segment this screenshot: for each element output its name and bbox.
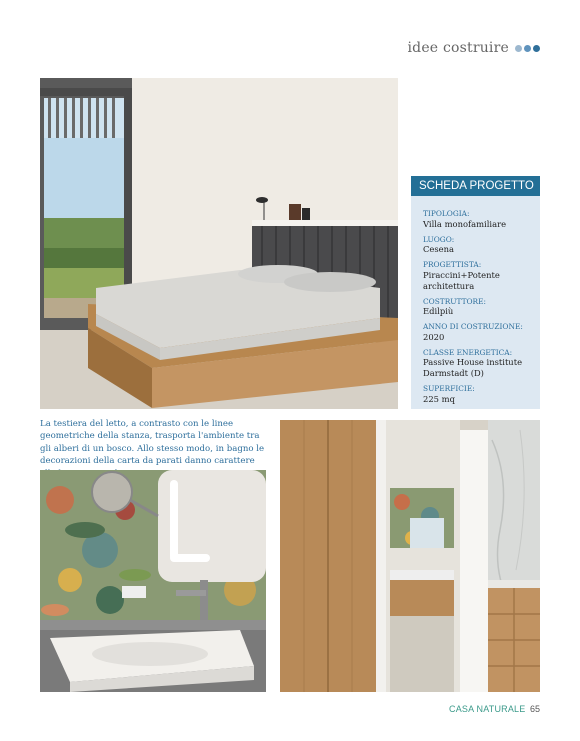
spec-item xyxy=(423,348,532,379)
closet-illustration xyxy=(280,420,540,692)
spec-label: TIPOLOGIA: xyxy=(423,209,470,218)
magazine-name: CASA NATURALE xyxy=(449,704,526,714)
spec-label: CLASSE ENERGETICA: xyxy=(423,347,513,357)
spec-value: 2020 xyxy=(423,331,445,342)
spec-value: Villa monofamiliare xyxy=(423,218,507,229)
spec-value: Edilpiù xyxy=(423,306,454,317)
spec-item xyxy=(423,297,532,318)
bathroom-illustration xyxy=(40,470,266,692)
bedroom-illustration xyxy=(40,78,398,409)
spec-label: COSTRUTTORE: xyxy=(423,296,487,306)
page-number: 65 xyxy=(529,704,540,714)
spec-item xyxy=(423,384,532,405)
spec-label: LUOGO: xyxy=(423,234,455,244)
dot-icon xyxy=(515,45,522,52)
bedroom-photo xyxy=(40,78,398,409)
spec-label: SUPERFICIE: xyxy=(423,384,475,394)
spec-label: PROGETTISTA: xyxy=(423,260,482,270)
spec-list xyxy=(411,196,540,405)
spec-item xyxy=(423,235,532,256)
dot-icon xyxy=(533,45,540,52)
spec-value: Passive House institute Darmstadt (D) xyxy=(423,357,523,379)
dot-icon xyxy=(524,45,531,52)
page-footer xyxy=(449,704,540,714)
photo-caption: La testiera del letto, a contrasto con le linee geometriche della stanza, trasporta l'ambiente tra gli alberi di un bosco. Allo stesso modo, in bagno le decorazioni della carta da parati danno carattere xyxy=(40,419,265,467)
section-header xyxy=(407,40,540,56)
spec-item xyxy=(423,322,532,343)
section-title: idee costruire xyxy=(407,40,509,56)
spec-item xyxy=(423,209,532,230)
bathroom-photo xyxy=(40,470,266,692)
closet-photo xyxy=(280,420,540,692)
spec-label: ANNO DI COSTRUZIONE: xyxy=(423,322,523,332)
spec-value: Cesena xyxy=(423,244,455,255)
project-spec-box xyxy=(411,176,540,409)
section-dots xyxy=(515,45,540,52)
spec-item xyxy=(423,260,532,291)
spec-value: Piraccini+Potente architettura xyxy=(423,269,500,291)
spec-title: SCHEDA PROGETTO xyxy=(411,176,540,196)
spec-value: 225 mq xyxy=(423,393,455,404)
